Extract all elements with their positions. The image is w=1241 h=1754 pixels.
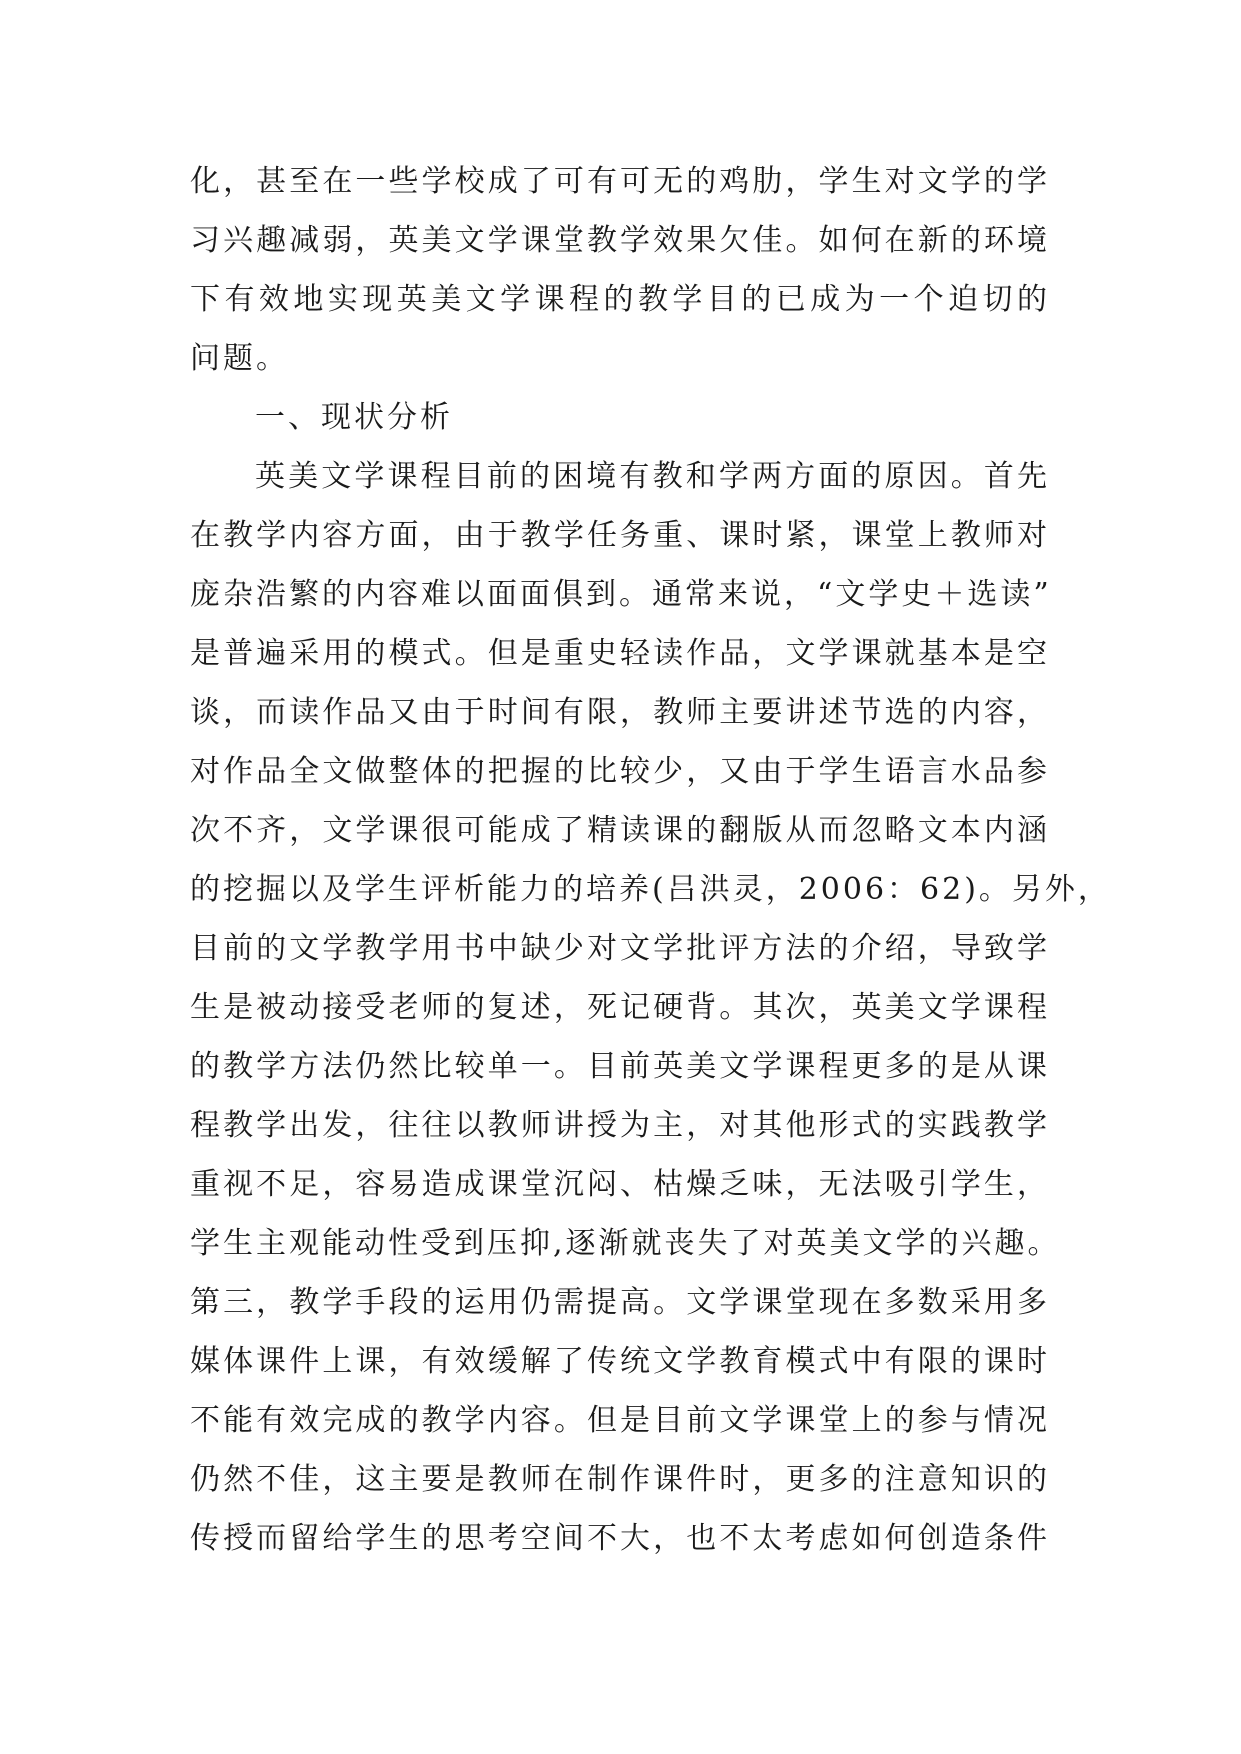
body-text xyxy=(190,152,1111,1568)
text-line: 第三，教学手段的运用仍需提高。文学课堂现在多数采用多 xyxy=(190,1285,1050,1320)
text-line: 问题。 xyxy=(190,341,289,376)
text-line: 一、现状分析 xyxy=(255,400,453,435)
text-line: 对作品全文做整体的把握的比较少，又由于学生语言水品参 xyxy=(190,754,1050,789)
text-line: 下有效地实现英美文学课程的教学目的已成为一个迫切的 xyxy=(190,282,1050,317)
text-line: 程教学出发，往往以教师讲授为主，对其他形式的实践教学 xyxy=(190,1108,1050,1143)
text-line: 谈，而读作品又由于时间有限，教师主要讲述节选的内容， xyxy=(190,695,1050,730)
text-line: 是普遍采用的模式。但是重史轻读作品，文学课就基本是空 xyxy=(190,636,1050,671)
text-line: 在教学内容方面，由于教学任务重、课时紧，课堂上教师对 xyxy=(190,518,1050,553)
text-line: 英美文学课程目前的困境有教和学两方面的原因。首先 xyxy=(255,459,1050,494)
text-line: 庞杂浩繁的内容难以面面俱到。通常来说，“文学史＋选读” xyxy=(190,577,1052,612)
text-line: 不能有效完成的教学内容。但是目前文学课堂上的参与情况 xyxy=(190,1403,1050,1438)
paragraph xyxy=(190,447,1111,1568)
text-line: 目前的文学教学用书中缺少对文学批评方法的介绍，导致学 xyxy=(190,931,1050,966)
text-line: 的教学方法仍然比较单一。目前英美文学课程更多的是从课 xyxy=(190,1049,1050,1084)
text-line: 化，甚至在一些学校成了可有可无的鸡肋，学生对文学的学 xyxy=(190,164,1050,199)
text-line: 传授而留给学生的思考空间不大，也不太考虑如何创造条件 xyxy=(190,1521,1050,1556)
section-heading xyxy=(190,388,1050,447)
text-line: 习兴趣减弱，英美文学课堂教学效果欠佳。如何在新的环境 xyxy=(190,223,1050,258)
text-line: 学生主观能动性受到压抑,逐渐就丧失了对英美文学的兴趣。 xyxy=(190,1226,1061,1261)
paragraph xyxy=(190,152,1050,388)
text-line: 媒体课件上课，有效缓解了传统文学教育模式中有限的课时 xyxy=(190,1344,1050,1379)
text-line: 的挖掘以及学生评析能力的培养(吕洪灵，2006：62)。另外， xyxy=(190,872,1111,907)
text-line: 重视不足，容易造成课堂沉闷、枯燥乏味，无法吸引学生， xyxy=(190,1167,1050,1202)
text-line: 仍然不佳，这主要是教师在制作课件时，更多的注意知识的 xyxy=(190,1462,1050,1497)
text-line: 生是被动接受老师的复述，死记硬背。其次，英美文学课程 xyxy=(190,990,1050,1025)
text-line: 次不齐，文学课很可能成了精读课的翻版从而忽略文本内涵 xyxy=(190,813,1050,848)
